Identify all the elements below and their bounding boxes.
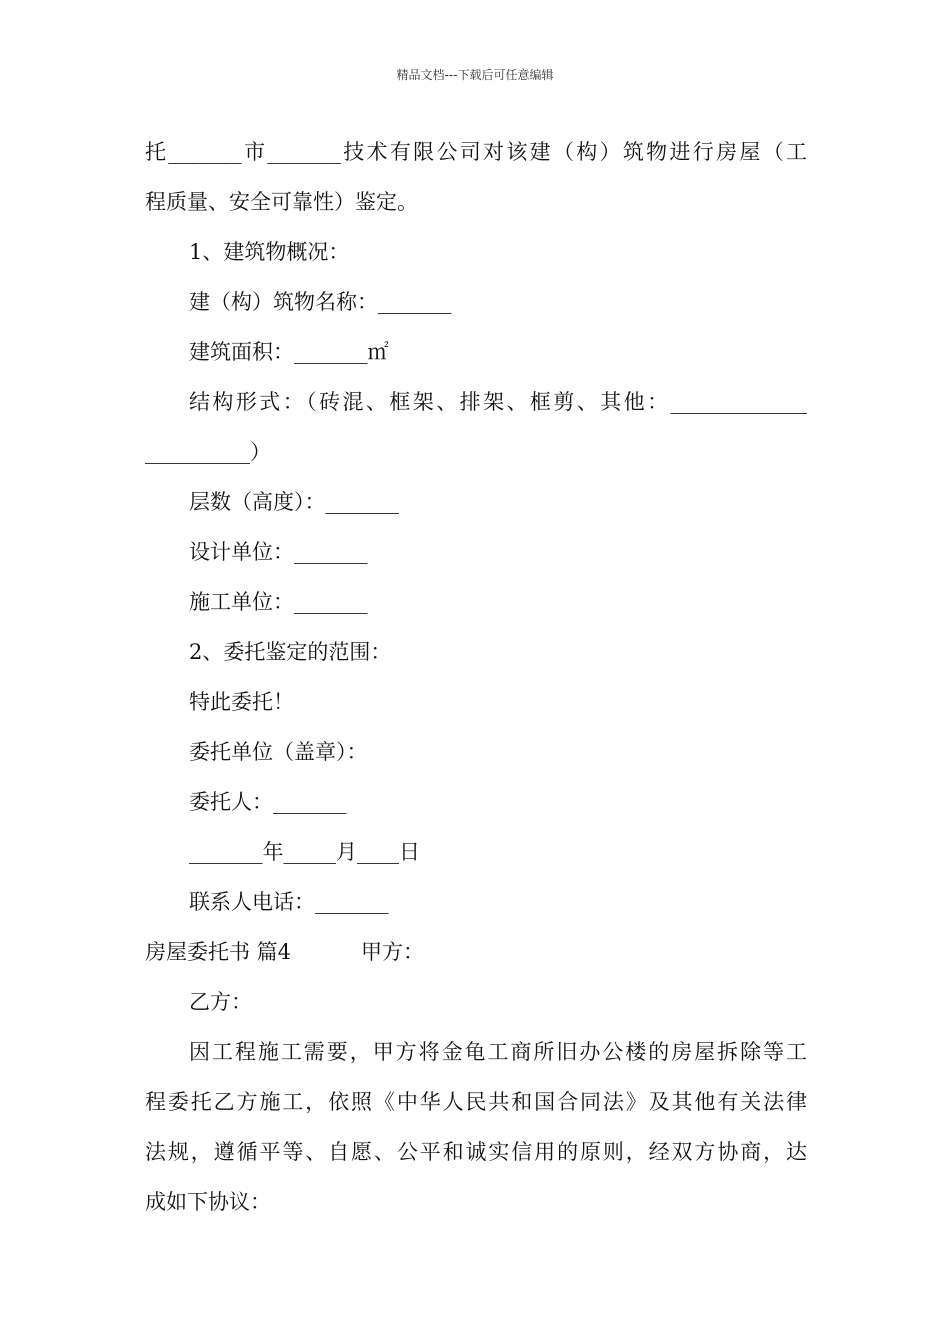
form-field-construction-unit: 施工单位：_______ <box>189 590 368 614</box>
form-field-building-name: 建（构）筑物名称：_______ <box>189 290 452 314</box>
form-field-structure-type-cont: __________） <box>145 440 271 464</box>
document-body <box>145 127 807 1227</box>
section-heading: 2、委托鉴定的范围： <box>189 640 392 664</box>
form-field-entrusting-unit: 委托单位（盖章）： <box>189 740 368 764</box>
party-b-label: 乙方： <box>189 990 252 1014</box>
form-field-structure-type: 结构形式：（砖混、框架、排架、框剪、其他：_____________ <box>189 390 807 414</box>
paragraph-line: 成如下协议： <box>145 1190 271 1214</box>
paragraph-line: 法规，遵循平等、自愿、公平和诚实信用的原则，经双方协商，达 <box>145 1140 807 1164</box>
form-field-design-unit: 设计单位：_______ <box>189 540 368 564</box>
section-title: 房屋委托书 篇4 <box>145 940 292 964</box>
closing-text: 特此委托！ <box>189 690 294 714</box>
form-field-building-area: 建筑面积：_______㎡ <box>189 340 389 364</box>
form-field-floors: 层数（高度）：_______ <box>189 490 399 514</box>
form-field-entrusting-person: 委托人：_______ <box>189 790 347 814</box>
paragraph-line: 程委托乙方施工，依照《中华人民共和国合同法》及其他有关法律 <box>145 1090 807 1114</box>
form-field-date: _______年_____月____日 <box>189 840 420 864</box>
form-field-contact-phone: 联系人电话：_______ <box>189 890 389 914</box>
paragraph-line: 因工程施工需要，甲方将金龟工商所旧办公楼的房屋拆除等工 <box>189 1040 807 1064</box>
section-heading: 1、建筑物概况： <box>189 240 350 264</box>
paragraph-line: 托_______市_______技术有限公司对该建（构）筑物进行房屋（工 <box>145 140 807 164</box>
party-a-label: 甲方： <box>361 940 425 964</box>
page-header: 精品文档---下载后可任意编辑 <box>396 68 554 82</box>
section-title-line <box>145 927 807 977</box>
paragraph-line: 程质量、安全可靠性）鉴定。 <box>145 190 418 214</box>
